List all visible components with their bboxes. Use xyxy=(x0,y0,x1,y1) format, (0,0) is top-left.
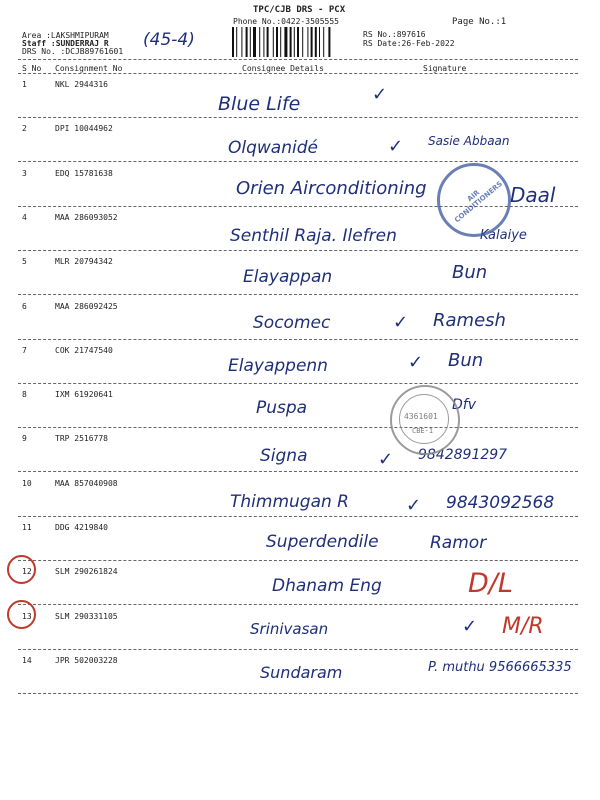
rs-number: RS No.:897616 xyxy=(363,30,426,39)
column-signature: Signature xyxy=(423,64,467,73)
row-consignee-handwriting: Blue Life xyxy=(218,93,301,115)
row-sno: 3 xyxy=(22,168,27,178)
row-consignment-number: DPI 10044962 xyxy=(55,124,113,134)
row-consignee-handwriting: Olqwanidé xyxy=(228,138,318,158)
row-consignment-number: IXM 61920641 xyxy=(55,390,113,400)
row-signature-handwriting: Bun xyxy=(448,350,484,371)
row-consignment-number: COK 21747540 xyxy=(55,345,113,355)
row-sno: 4 xyxy=(22,212,27,222)
row-signature-handwriting: Sasie Abbaan xyxy=(428,134,510,148)
row-divider xyxy=(18,560,578,561)
row-divider xyxy=(18,117,578,118)
row-consignment-number: EDQ 15781638 xyxy=(55,168,113,178)
row-consignee-handwriting: Elayappan xyxy=(243,267,333,287)
document-title: TPC/CJB DRS - PCX xyxy=(253,5,346,15)
header-divider-top xyxy=(18,59,578,60)
row-consignee-handwriting: Superdendile xyxy=(266,532,379,552)
row-signature-handwriting: Daal xyxy=(510,183,556,207)
check-mark-icon: ✓ xyxy=(372,84,388,105)
row-divider xyxy=(18,250,578,251)
page-number: Page No.:1 xyxy=(452,17,507,27)
column-consignment: Consignment No xyxy=(55,64,123,73)
check-mark-icon: ✓ xyxy=(406,495,422,516)
row-divider xyxy=(18,161,578,162)
row-signature-handwriting: Dfv xyxy=(452,397,476,413)
row-signature-handwriting: 9843092568 xyxy=(446,493,555,513)
row-consignee-handwriting: Senthil Raja. Ilefren xyxy=(230,226,397,246)
row-sno: 2 xyxy=(22,124,27,134)
row-divider xyxy=(18,294,578,295)
row-sno: 10 xyxy=(22,478,32,488)
row-signature-handwriting: P. muthu 9566665335 xyxy=(428,660,572,675)
row-divider xyxy=(18,471,578,472)
header-divider-bottom xyxy=(18,73,578,74)
row-sno: 11 xyxy=(22,523,32,532)
aircon-stamp-text: AIR CONDITIONERS xyxy=(453,179,505,225)
red-circle-row-12 xyxy=(7,555,36,584)
handwritten-note: (45-4) xyxy=(143,30,195,50)
barcode xyxy=(232,27,352,57)
row-divider xyxy=(18,604,578,605)
row-signature-handwriting: D/L xyxy=(468,568,513,599)
row-consignment-number: JPR 502003228 xyxy=(55,655,118,665)
row-consignee-handwriting: Puspa xyxy=(256,398,308,418)
row-consignment-number: MAA 286092425 xyxy=(55,301,118,311)
row-consignment-number: MAA 286093052 xyxy=(55,212,118,222)
row-divider xyxy=(18,516,578,517)
row-sno: 7 xyxy=(22,345,27,355)
row-consignee-handwriting: Srinivasan xyxy=(250,620,329,638)
postal-stamp xyxy=(390,385,460,455)
row-consignee-handwriting: Orien Airconditioning xyxy=(236,178,427,199)
row-divider xyxy=(18,649,578,650)
phone-number: Phone No.:0422-3505555 xyxy=(233,17,339,26)
postal-stamp-sub: CBE-1 xyxy=(412,427,434,435)
row-consignee-handwriting: Thimmugan R xyxy=(230,492,349,512)
row-sno: 5 xyxy=(22,257,27,267)
row-consignee-handwriting: Signa xyxy=(260,446,308,466)
row-signature-handwriting: Bun xyxy=(452,262,488,283)
check-mark-icon: ✓ xyxy=(388,136,404,157)
postal-stamp-number: 4361601 xyxy=(404,412,438,421)
row-consignment-number: SLM 290261824 xyxy=(55,567,118,577)
row-divider xyxy=(18,383,578,384)
aircon-stamp xyxy=(437,163,511,237)
check-mark-icon: ✓ xyxy=(408,352,424,373)
row-signature-handwriting: Ramesh xyxy=(433,310,506,331)
column-consignee: Consignee Details xyxy=(242,64,324,73)
row-signature-handwriting: Ramor xyxy=(430,533,487,553)
row-signature-handwriting: M/R xyxy=(502,614,544,639)
row-sno: 1 xyxy=(22,80,27,89)
row-signature-handwriting: Kalaiye xyxy=(480,228,527,243)
row-divider xyxy=(18,339,578,340)
row-consignee-handwriting: Socomec xyxy=(253,313,331,333)
row-consignment-number: SLM 290331105 xyxy=(55,611,118,621)
row-sno: 13 xyxy=(22,611,32,621)
rs-date: RS Date:26-Feb-2022 xyxy=(363,39,455,48)
row-consignment-number: MLR 20794342 xyxy=(55,257,113,267)
row-sno: 6 xyxy=(22,301,27,311)
staff-field: Staff :SUNDERRAJ R xyxy=(22,39,109,48)
check-mark-icon: ✓ xyxy=(393,312,409,333)
row-sno: 12 xyxy=(22,567,32,577)
row-signature-handwriting: 9842891297 xyxy=(418,447,508,463)
check-mark-icon: ✓ xyxy=(462,616,478,637)
row-sno: 9 xyxy=(22,434,27,444)
row-divider xyxy=(18,427,578,428)
check-mark-icon: ✓ xyxy=(378,449,394,470)
column-sno: S No xyxy=(22,64,42,73)
row-consignee-handwriting: Dhanam Eng xyxy=(272,576,382,596)
row-sno: 14 xyxy=(22,655,32,665)
drs-number: DRS No. :DCJB89761601 xyxy=(22,47,124,56)
row-consignment-number: NKL 2944316 xyxy=(55,80,108,89)
row-consignee-handwriting: Sundaram xyxy=(260,663,343,682)
row-consignment-number: DDG 4219840 xyxy=(55,523,108,532)
row-divider xyxy=(18,693,578,694)
row-consignment-number: MAA 857040908 xyxy=(55,478,118,488)
area-field: Area :LAKSHMIPURAM xyxy=(22,31,109,40)
row-sno: 8 xyxy=(22,390,27,400)
row-consignee-handwriting: Elayappenn xyxy=(228,356,328,376)
red-circle-row-13 xyxy=(7,600,36,629)
row-consignment-number: TRP 2516778 xyxy=(55,434,108,444)
